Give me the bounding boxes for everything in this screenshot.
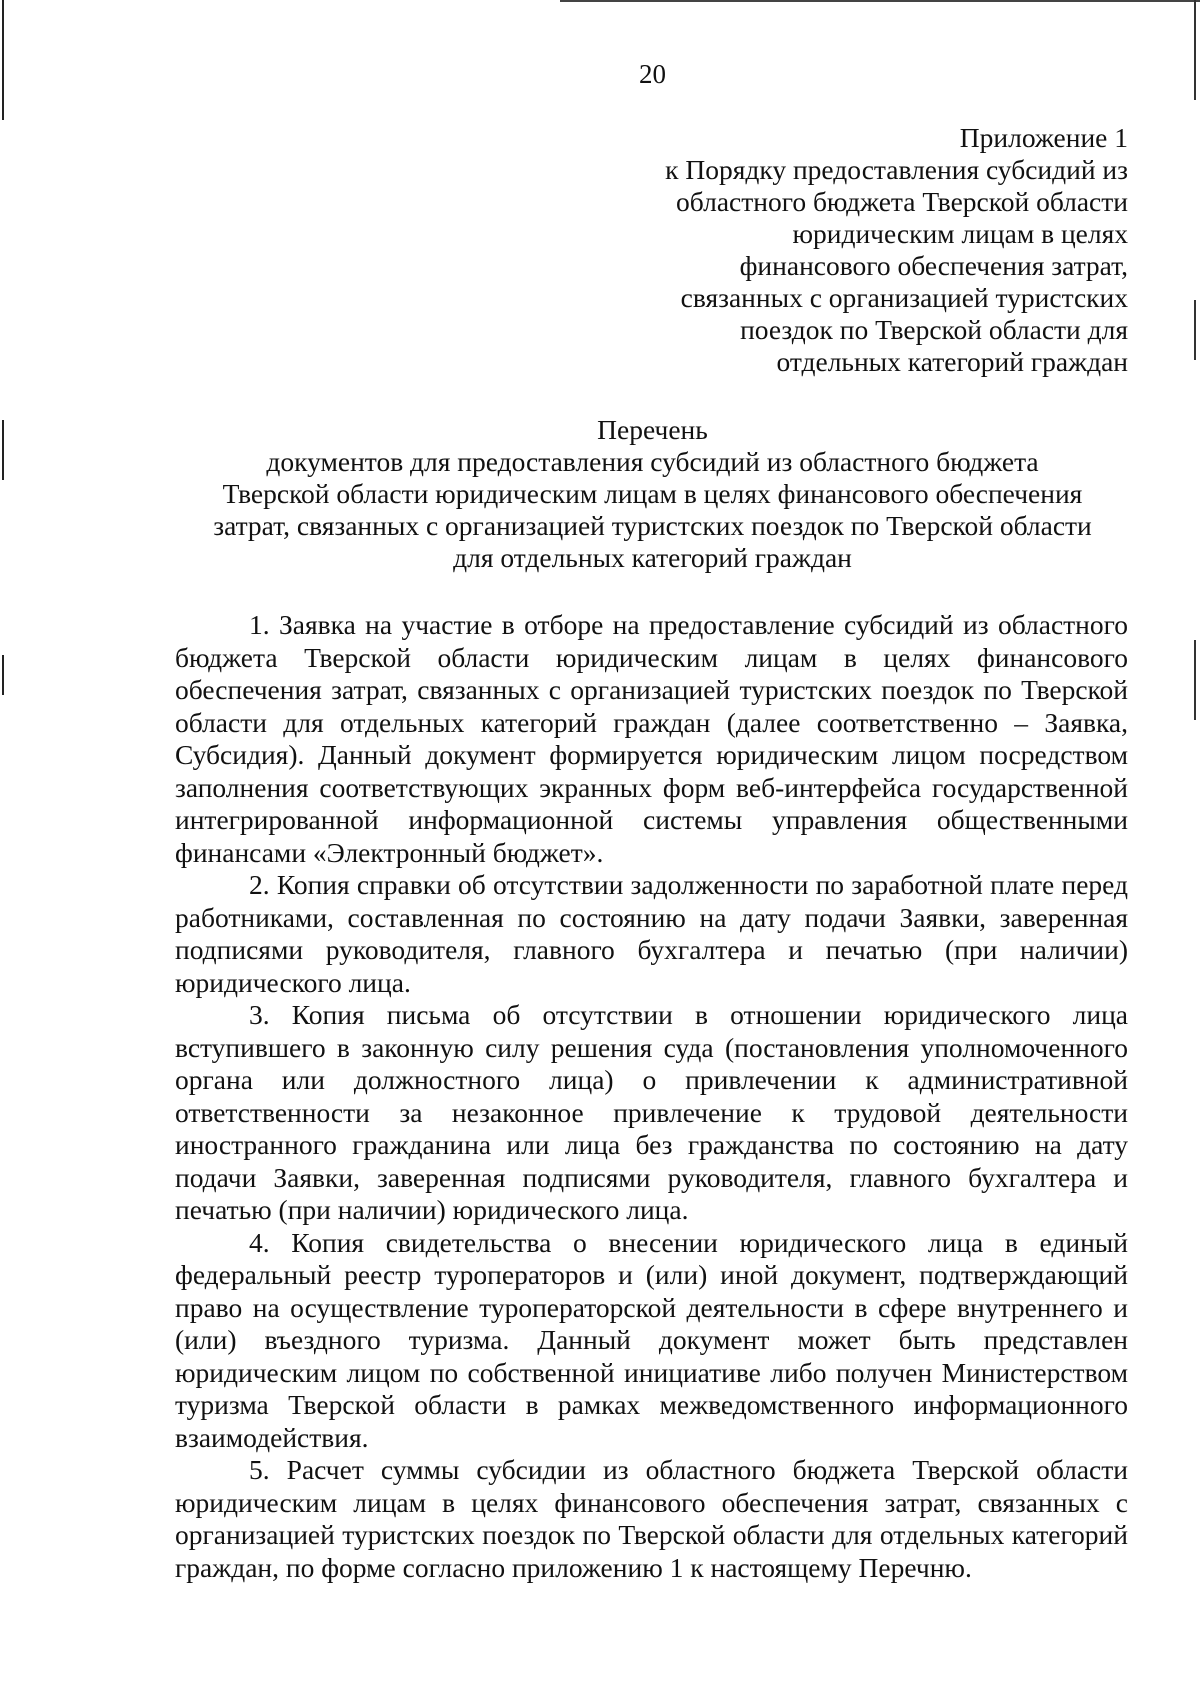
appendix-line: областного бюджета Тверской области [676,186,1128,217]
appendix-line: к Порядку предоставления субсидий из [665,154,1128,185]
appendix-line: юридическим лицам в целях [792,218,1128,249]
scan-edge-line [560,0,1200,2]
appendix-line: Приложение 1 [959,122,1128,153]
page-number: 20 [639,59,666,89]
heading-subtitle-line: Тверской области юридическим лицам в целях финансового обеспечения [222,478,1083,509]
scan-edge-mark [1194,640,1196,720]
appendix-line: финансового обеспечения затрат, [739,250,1128,281]
list-item: 5. Расчет суммы субсидии из областного бюджета Тверской области юридическим лицам в целях финансового обеспечения затрат, связанных с организацией туристских поездок по Тверской области для отдельных категорий граждан, по форме согласно приложению 1 к настоящему Перечню. [175,1454,1128,1583]
appendix-line: связанных с организацией туристских [680,282,1128,313]
document-heading [150,414,1155,574]
list-item: 4. Копия свидетельства о внесении юридического лица в единый федеральный реестр туроператоров и (или) иной документ, подтверждающий право на осуществление туроператорской деятельности в сфере внутреннего и (или) въездного туризма. Данный документ может быть представлен юридическим лицом по собственной инициативе либо получен Министерством туризма Тверской области в рамках межведомственного информационного взаимодействия. [175,1226,1128,1453]
heading-title: Перечень [597,414,708,445]
list-item: 3. Копия письма об отсутствии в отношении юридического лица вступившего в законную силу решения суда (постановления уполномоченного органа или должностного лица) о привлечении к административной ответственности за незаконное привлечение к трудовой деятельности иностранного гражданина или лица без гражданства по состоянию на дату подачи Заявки, заверенная подписями руководителя, главного бухгалтера и печатью (при наличии) юридического лица. [175,999,1128,1225]
appendix-block [568,122,1128,378]
scan-edge-mark [1194,300,1196,360]
scan-edge-mark [2,655,4,695]
heading-subtitle-line: документов для предоставления субсидий из областного бюджета [266,446,1039,477]
heading-subtitle-line: затрат, связанных с организацией туристских поездок по Тверской области [213,510,1092,541]
document-body [175,609,1128,1584]
appendix-line: отдельных категорий граждан [776,346,1128,377]
heading-subtitle-line: для отдельных категорий граждан [453,542,852,573]
list-item: 2. Копия справки об отсутствии задолженности по заработной плате перед работниками, составленная по состоянию на дату подачи Заявки, заверенная подписями руководителя, главного бухгалтера и печатью (при наличии) юридического лица. [175,869,1128,998]
list-item: 1. Заявка на участие в отборе на предоставление субсидий из областного бюджета Тверской области юридическим лицам в целях финансового обеспечения затрат, связанных с организацией туристских поездок по Тверской области для отдельных категорий граждан (далее соответственно – Заявка, Субсидия). Данный документ формируется юридическим лицом посредством заполнения соответствующих экранных форм веб-интерфейса государственной интегрированной информационной системы управления общественными финансами «Электронный бюджет». [175,609,1128,868]
appendix-line: поездок по Тверской области для [740,314,1128,345]
scan-edge-mark [2,420,4,480]
